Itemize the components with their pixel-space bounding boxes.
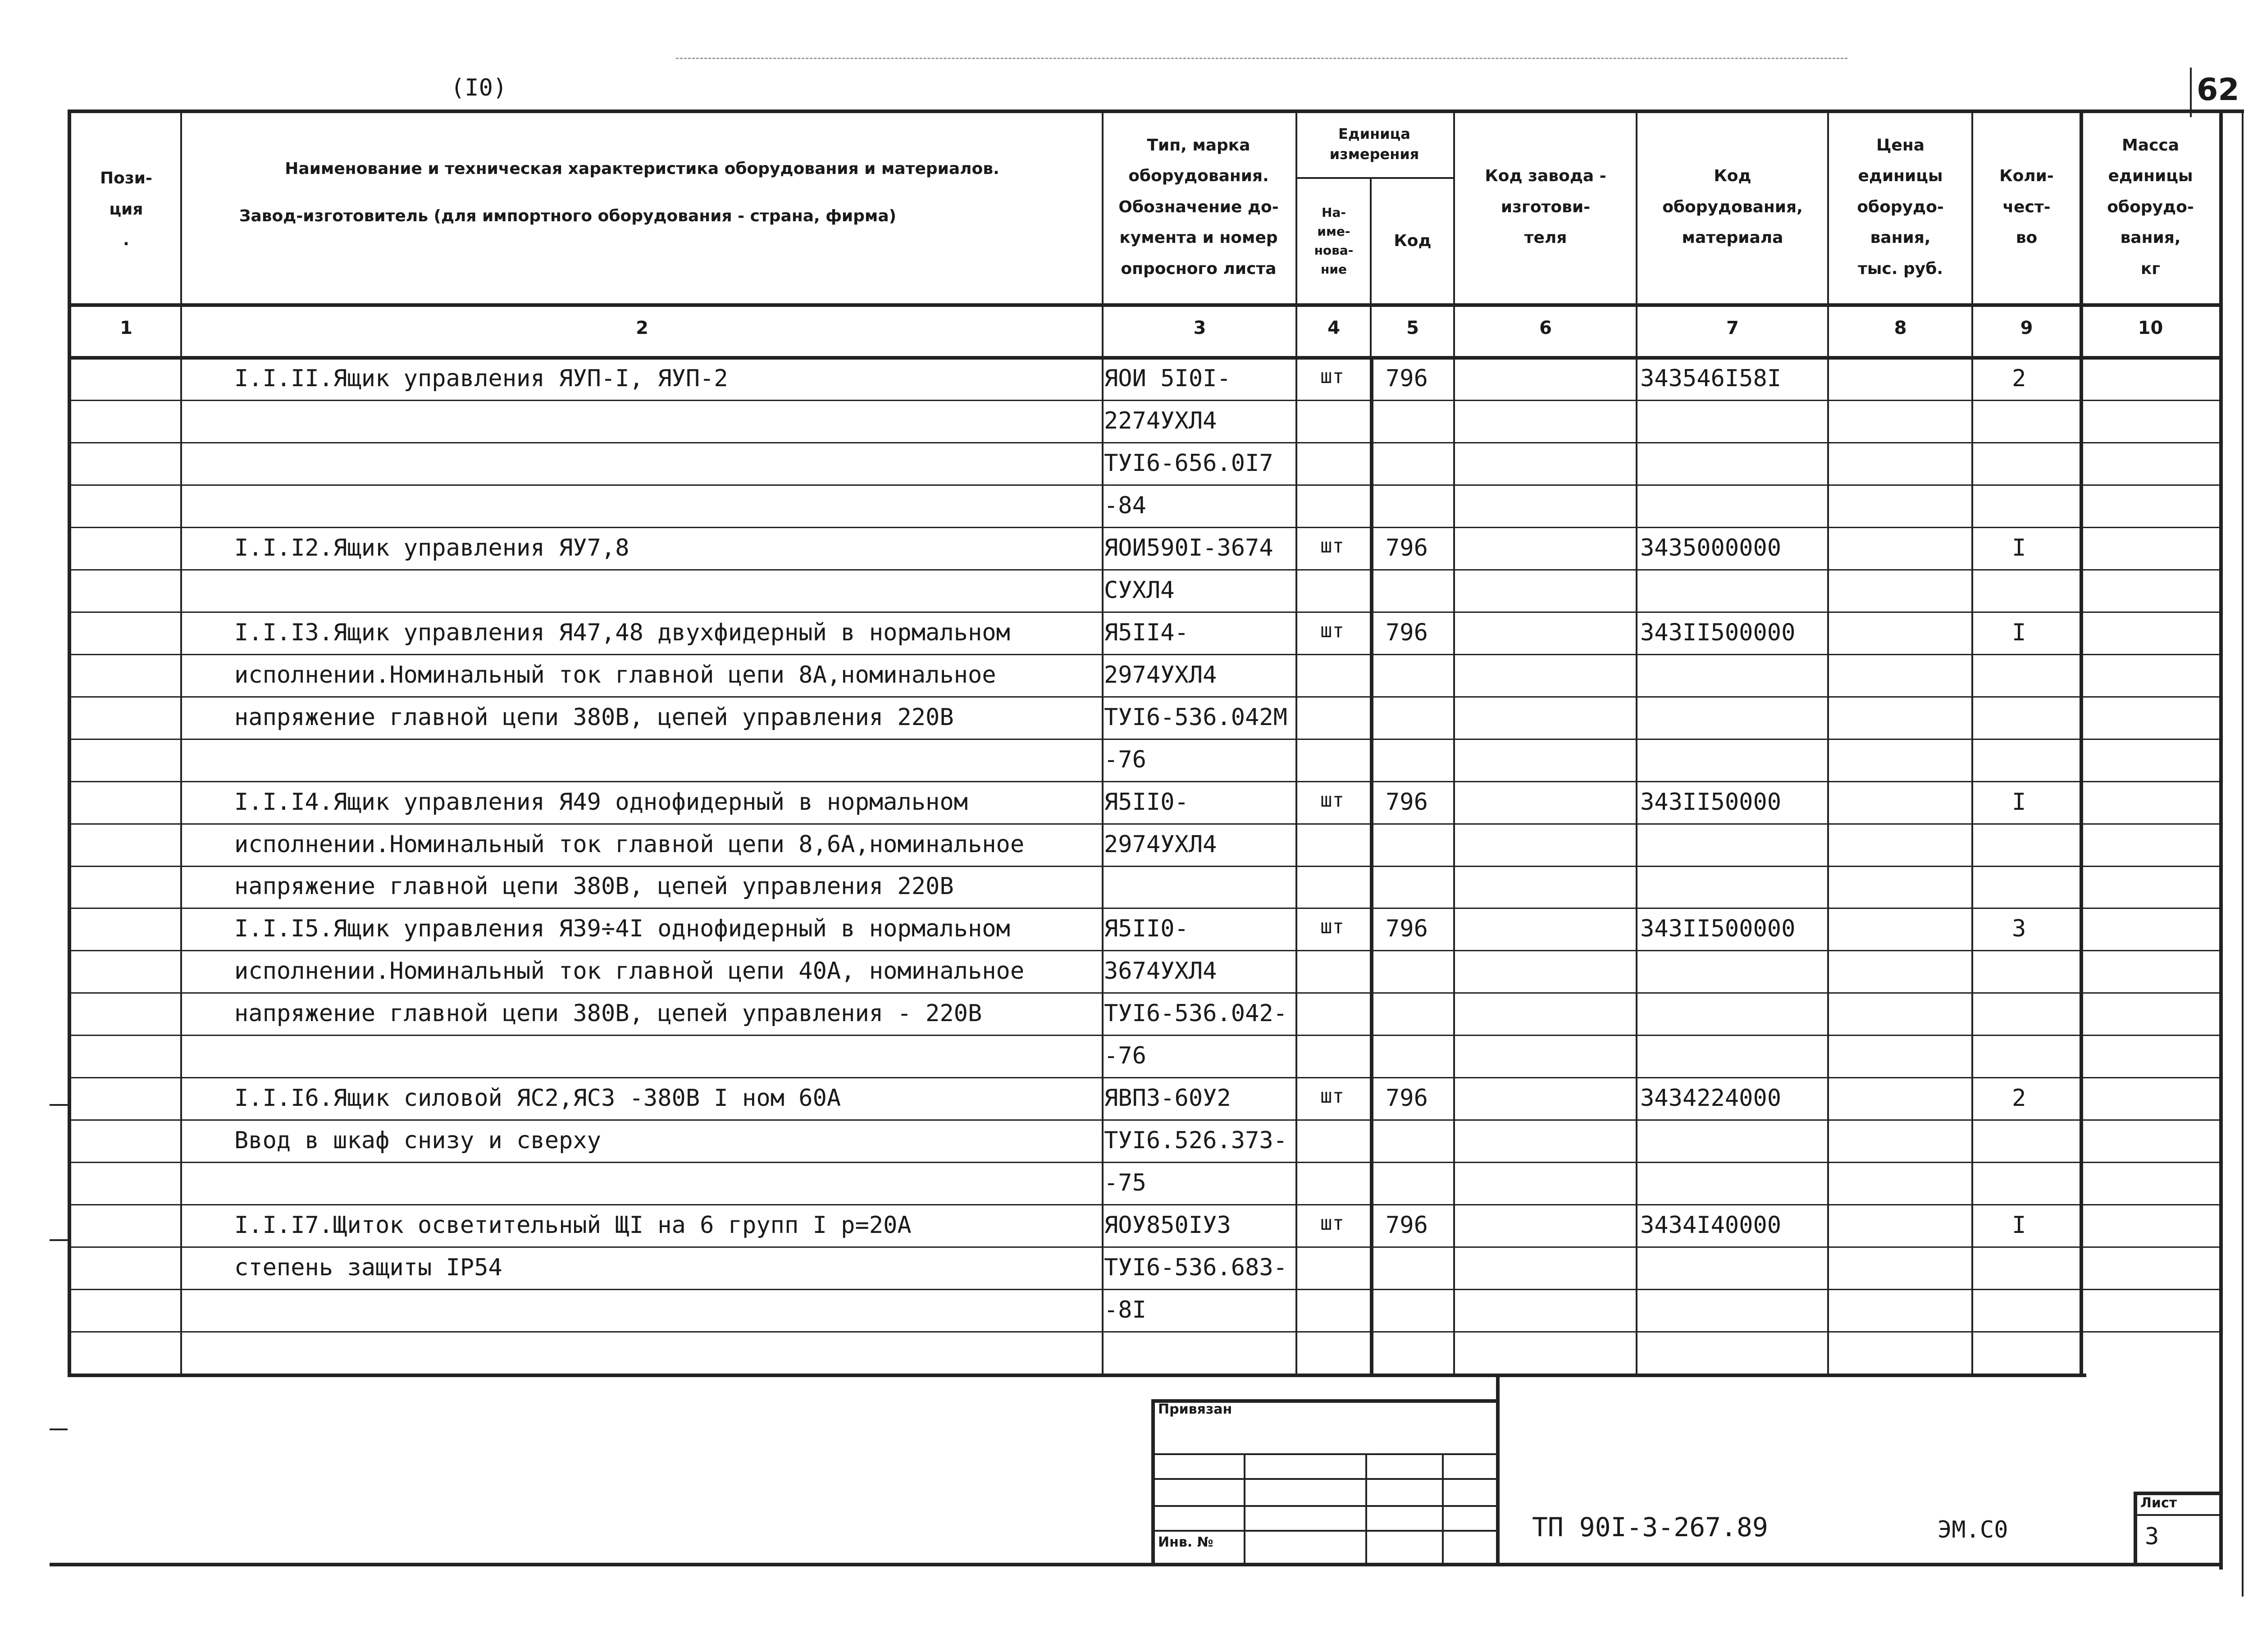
col-number-2: 2: [636, 318, 648, 338]
row-divider: [68, 739, 2219, 740]
row-divider: [68, 612, 2219, 613]
col-line-1: [180, 110, 182, 1374]
stamp-col-3: [1442, 1453, 1444, 1563]
header-quantity: Коли- чест- во: [1999, 167, 2054, 247]
row-unit-code: 796: [1386, 788, 1428, 816]
header-name-line2: Завод-изготовитель (для импортного оборудования - страна, фирма): [239, 206, 897, 225]
frame-right: [2219, 110, 2223, 1570]
row-unit-name: шт: [1320, 788, 1344, 812]
row-unit-name: шт: [1320, 1085, 1344, 1108]
col-line-5: [1453, 110, 1455, 1374]
row-name: напряжение главной цепи 380В, цепей управления 220В: [234, 703, 954, 731]
margin-tick-2: [50, 1239, 68, 1241]
stamp-inventory-label: Инв. №: [1158, 1534, 1213, 1550]
top-label: (I0): [451, 74, 507, 101]
row-quantity: 3: [2012, 915, 2026, 943]
row-name: степень защиты IP54: [234, 1254, 502, 1282]
row-equipment-code: 343II500000: [1640, 619, 1796, 646]
header-equipment-code: Код оборудования, материала: [1662, 167, 1803, 247]
row-name: Ввод в шкаф снизу и сверху: [234, 1127, 601, 1155]
header-type: Тип, марка оборудования. Обозначение до- кумента и номер опросного листа: [1118, 136, 1279, 278]
row-equipment-code: 3434224000: [1640, 1085, 1782, 1112]
row-divider: [68, 992, 2219, 994]
row-divider: [68, 696, 2219, 698]
row-type: ЯВП3-60У2: [1104, 1086, 1231, 1110]
row-unit-code: 796: [1386, 534, 1428, 561]
row-equipment-code: 343II500000: [1640, 915, 1796, 943]
row-divider: [68, 442, 2219, 443]
row-quantity: 2: [2012, 1085, 2026, 1112]
row-type: ТУI6-536.683-: [1104, 1256, 1287, 1280]
row-name: исполнении.Номинальный ток главной цепи 8,6А,номинальное: [234, 831, 1025, 858]
row-unit-code: 796: [1386, 619, 1428, 646]
row-unit-code: 796: [1386, 365, 1428, 392]
col-line-9: [2080, 110, 2083, 1374]
row-equipment-code: 3434I40000: [1640, 1212, 1782, 1239]
margin-tick-3: [50, 1428, 68, 1430]
frame-left: [68, 110, 71, 1374]
col-line-4b: [1370, 356, 1373, 1374]
row-unit-name: шт: [1320, 1212, 1344, 1235]
frame-edge-right: [2242, 110, 2244, 1597]
header-unit-mass: Масса единицы оборудо- вания, кг: [2107, 136, 2194, 278]
sheet-box-left: [2134, 1492, 2137, 1563]
row-divider: [68, 1246, 2219, 1248]
row-type: -76: [1104, 748, 1146, 771]
sheet-box-mid: [2134, 1514, 2219, 1516]
col-number-1: 1: [120, 318, 132, 338]
row-unit-code: 796: [1386, 1212, 1428, 1239]
row-quantity: I: [2012, 1212, 2026, 1239]
header-unit-code: Код: [1394, 231, 1432, 250]
row-unit-name: шт: [1320, 365, 1344, 388]
row-name: исполнении.Номинальный ток главной цепи 8А,номинальное: [234, 661, 996, 689]
row-quantity: I: [2012, 534, 2026, 561]
row-unit-name: шт: [1320, 915, 1344, 939]
row-divider: [68, 527, 2219, 528]
row-unit-code: 796: [1386, 1085, 1428, 1112]
row-type: -76: [1104, 1044, 1146, 1068]
row-divider: [68, 1331, 2219, 1333]
col-number-10: 10: [2138, 318, 2163, 338]
row-name: I.I.I6.Ящик силовой ЯС2,ЯС3 -380В I ном 60А: [234, 1085, 841, 1112]
col-line-3: [1295, 110, 1297, 1374]
row-divider: [68, 866, 2219, 867]
row-type: Я5II0-: [1104, 790, 1189, 814]
row-type: ЯОИ590I-3674: [1104, 536, 1273, 560]
row-type: ТУI6-536.042-: [1104, 1002, 1287, 1026]
row-divider: [68, 781, 2219, 782]
header-unit-price: Цена единицы оборудо- вания, тыс. руб.: [1857, 136, 1944, 278]
row-type: 2974УХЛ4: [1104, 663, 1217, 687]
row-type: Я5II4-: [1104, 621, 1189, 644]
row-name: исполнении.Номинальный ток главной цепи 40А, номинальное: [234, 958, 1025, 985]
header-unit-group: Единица измерения: [1329, 125, 1419, 163]
row-type: ЯОУ850IУ3: [1104, 1214, 1231, 1237]
row-name: напряжение главной цепи 380В, цепей управления - 220В: [234, 1000, 982, 1027]
scan-noise-top: [676, 58, 1847, 59]
stamp-right: [1496, 1374, 1500, 1563]
row-type: -84: [1104, 493, 1146, 517]
header-unit-name: На- име- нова- ние: [1314, 205, 1354, 277]
row-name: I.I.I7.Щиток осветительный ЩI на 6 групп I р=20А: [234, 1212, 912, 1239]
stamp-col-2: [1365, 1453, 1367, 1563]
row-type: -8I: [1104, 1298, 1146, 1322]
row-type: 3674УХЛ4: [1104, 959, 1217, 983]
row-type: СУХЛ4: [1104, 578, 1175, 602]
row-type: Я5II0-: [1104, 917, 1189, 941]
row-equipment-code: 3435000000: [1640, 534, 1782, 561]
header-bottom-rule: [68, 303, 2219, 307]
row-quantity: I: [2012, 788, 2026, 816]
row-name: I.I.I2.Ящик управления ЯУ7,8: [234, 534, 629, 561]
col-line-7: [1827, 110, 1829, 1374]
document-code: ТП 90I-3-267.89: [1532, 1512, 1768, 1542]
numbers-bottom-rule: [68, 356, 2219, 360]
row-name: I.I.II.Ящик управления ЯУП-I, ЯУП-2: [234, 365, 728, 392]
sheet-corner-number: 62: [2197, 72, 2239, 108]
col-number-7: 7: [1726, 318, 1739, 338]
row-type: 2974УХЛ4: [1104, 832, 1217, 856]
row-divider: [68, 569, 2219, 570]
row-divider: [68, 908, 2219, 909]
col-number-8: 8: [1894, 318, 1907, 338]
row-quantity: 2: [2012, 365, 2026, 392]
frame-bottom: [50, 1563, 2219, 1566]
row-name: I.I.I3.Ящик управления Я47,48 двухфидерный в нормальном: [234, 619, 1010, 646]
sheet-box-top: [2134, 1492, 2219, 1495]
row-divider: [68, 654, 2219, 655]
row-divider: [68, 950, 2219, 951]
row-type: ТУI6-536.042М: [1104, 705, 1287, 729]
header-position: Пози- ция .: [100, 169, 152, 250]
row-name: I.I.I5.Ящик управления Я39÷4I однофидерный в нормальном: [234, 915, 1010, 943]
header-name-line1: Наименование и техническая характеристика оборудования и материалов.: [285, 159, 999, 178]
row-equipment-code: 343II50000: [1640, 788, 1782, 816]
row-quantity: I: [2012, 619, 2026, 646]
row-divider: [68, 1162, 2219, 1163]
stamp-attached-label: Привязан: [1158, 1401, 1232, 1417]
row-type: ЯОИ 5I0I-: [1104, 366, 1231, 390]
col-number-5: 5: [1406, 318, 1419, 338]
row-type: -75: [1104, 1171, 1146, 1195]
margin-tick-1: [50, 1104, 68, 1106]
row-unit-code: 796: [1386, 915, 1428, 943]
col-line-2: [1102, 110, 1104, 1374]
row-equipment-code: 343546I58I: [1640, 365, 1782, 392]
header-plant-code: Код завода - изготови- теля: [1485, 167, 1606, 247]
stamp-col-1: [1244, 1453, 1245, 1563]
col-number-4: 4: [1327, 318, 1340, 338]
sheet-label: Лист: [2140, 1495, 2177, 1511]
document-mark: ЭМ.С0: [1938, 1516, 2008, 1543]
stamp-rule-1: [1151, 1453, 1496, 1455]
stamp-rule-3: [1151, 1505, 1496, 1507]
stamp-rule-2: [1151, 1478, 1496, 1480]
row-divider: [68, 484, 2219, 486]
row-divider: [68, 1204, 2219, 1205]
frame-top: [68, 110, 2244, 113]
row-divider: [68, 1077, 2219, 1078]
row-type: ТУI6.526.373-: [1104, 1129, 1287, 1153]
col-line-8: [1971, 110, 1973, 1374]
row-divider: [68, 1035, 2219, 1036]
row-unit-name: шт: [1320, 619, 1344, 642]
row-type: ТУI6-656.0I7: [1104, 451, 1273, 475]
sheet-number: 3: [2145, 1523, 2159, 1550]
col-number-6: 6: [1539, 318, 1552, 338]
row-divider: [68, 823, 2219, 825]
row-divider: [68, 1119, 2219, 1121]
col-number-9: 9: [2020, 318, 2033, 338]
stamp-rule-4: [1151, 1530, 1496, 1532]
table-body-bottom: [68, 1374, 2086, 1377]
unit-group-rule: [1295, 177, 1453, 179]
col-line-6: [1636, 110, 1637, 1374]
row-divider: [68, 1289, 2219, 1290]
row-name: напряжение главной цепи 380В, цепей управления 220В: [234, 873, 954, 900]
stamp-left: [1151, 1399, 1155, 1563]
col-number-3: 3: [1193, 318, 1206, 338]
row-divider: [68, 400, 2219, 401]
row-type: 2274УХЛ4: [1104, 409, 1217, 433]
row-unit-name: шт: [1320, 534, 1344, 557]
row-name: I.I.I4.Ящик управления Я49 однофидерный в нормальном: [234, 788, 968, 816]
